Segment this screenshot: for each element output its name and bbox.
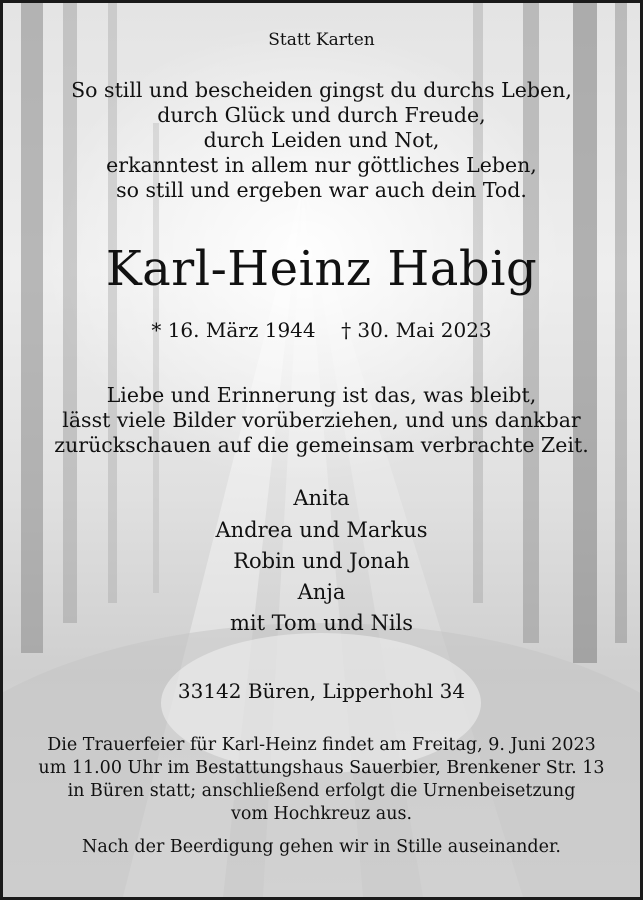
- death-date: † 30. Mai 2023: [341, 318, 492, 342]
- memory-line-1: Liebe und Erinnerung ist das, was bleibt,: [106, 383, 537, 407]
- mourner-2: Andrea und Markus: [215, 518, 428, 542]
- birth-date: * 16. März 1944: [151, 318, 316, 342]
- mourner-1: Anita: [293, 486, 350, 510]
- verse-line-4: erkanntest in allem nur göttliches Leben,: [106, 153, 537, 177]
- funeral-info-line-2: um 11.00 Uhr im Bestattungshaus Sauerbier, Brenkener Str. 13: [38, 758, 605, 778]
- verse-line-1: So still und bescheiden gingst du durchs Leben,: [71, 78, 572, 102]
- deceased-name: Karl-Heinz Habig: [105, 241, 538, 297]
- closing-note: Nach der Beerdigung gehen wir in Stille auseinander.: [82, 837, 561, 857]
- memory-line-2: lässt viele Bilder vorüberziehen, und uns dankbar: [62, 408, 581, 432]
- life-dates: [3, 318, 640, 342]
- mourner-3: Robin und Jonah: [233, 549, 410, 573]
- mourner-4: Anja: [297, 580, 346, 604]
- header-statt-karten: Statt Karten: [268, 30, 375, 50]
- memory-line-3: zurückschauen auf die gemeinsam verbrachte Zeit.: [54, 433, 589, 457]
- funeral-info-line-4: vom Hochkreuz aus.: [230, 804, 413, 824]
- verse-line-2: durch Glück und durch Freude,: [157, 103, 486, 127]
- verse-line-3: durch Leiden und Not,: [203, 128, 440, 152]
- mourner-5: mit Tom und Nils: [229, 611, 414, 635]
- family-address: 33142 Büren, Lipperhohl 34: [177, 679, 466, 703]
- verse-line-5: so still und ergeben war auch dein Tod.: [116, 178, 527, 202]
- funeral-info-line-1: Die Trauerfeier für Karl-Heinz findet am Freitag, 9. Juni 2023: [47, 735, 596, 755]
- funeral-info-line-3: in Büren statt; anschließend erfolgt die Urnenbeisetzung: [67, 781, 576, 801]
